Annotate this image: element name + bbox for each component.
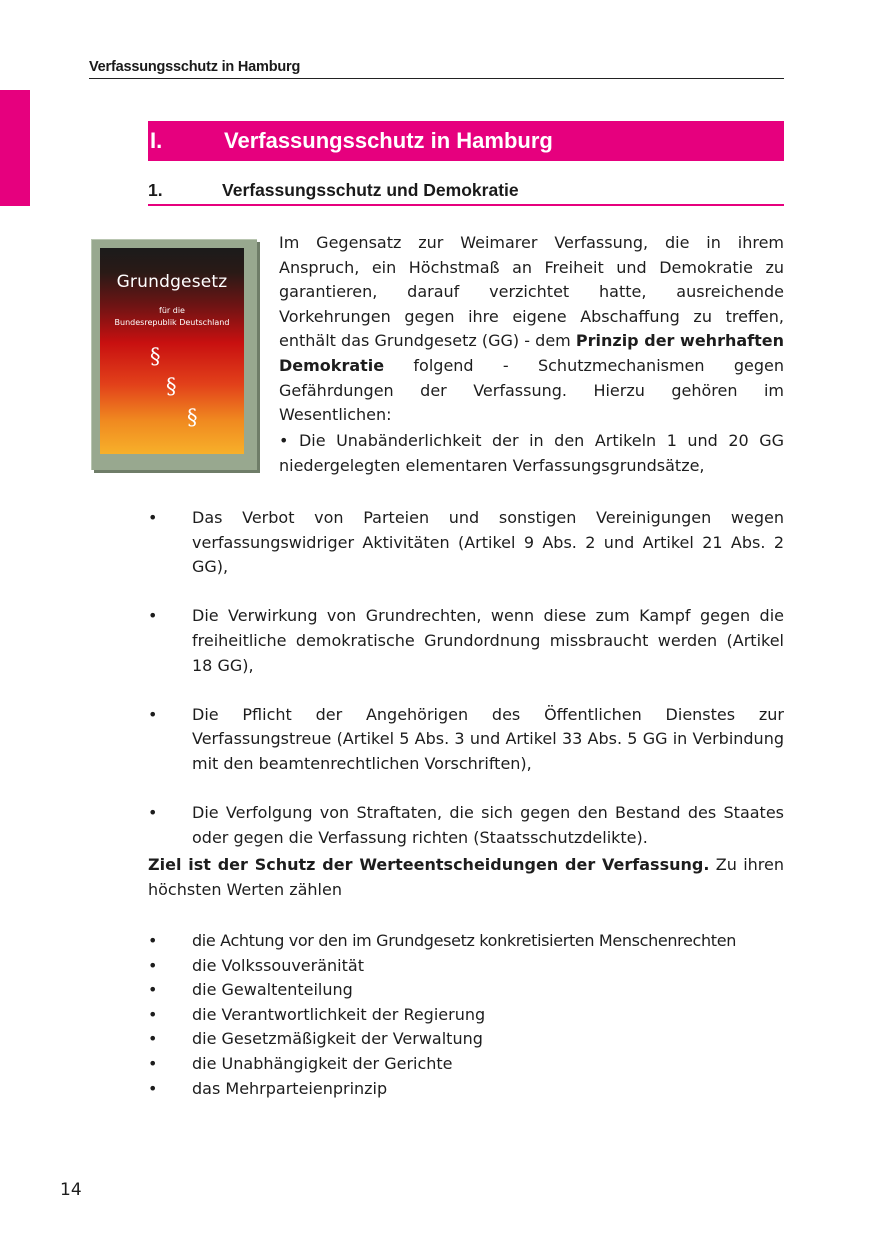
list-item-text: die Verantwortlichkeit der Regierung [192,1004,486,1024]
paragraph-sign-icon: § [187,405,198,429]
bullet-icon: • [148,1053,158,1073]
highest-values-list [148,929,784,1101]
paragraph-sign-icon: § [150,344,161,368]
bullet-icon: • [148,1029,158,1049]
goal-paragraph [148,853,784,902]
list-item [148,1027,784,1052]
paragraph-sign-icon: § [166,374,177,398]
page-number: 14 [60,1180,82,1200]
chapter-number: I. [150,128,163,153]
first-protection-item [279,429,784,478]
list-item-text: die Gewaltenteilung [192,980,353,1000]
list-item [148,506,784,580]
bullet-icon: • [148,1004,158,1024]
list-item [148,954,784,979]
goal-text: Zu ihren höchsten Werten zählen [148,855,784,899]
list-item-text: die Achtung vor den im Grundgesetz konkretisierten Menschenrechten [192,931,736,950]
intro-paragraph [279,231,784,428]
list-item [148,978,784,1003]
first-protection-text: Die Unabänderlichkeit der in den Artikeln 1 und 20 GG niedergelegten elementaren Verfassungsgrundsätze, [279,431,784,475]
bullet-icon: • [148,1078,158,1098]
list-item-text: Die Pflicht der Angehörigen des Öffentlichen Dienstes zur Verfassungstreue (Artikel 5 Abs. 3 und Artikel 33 Abs. 5 GG in Verbindung mit den beamtenrechtlichen Vorschriften), [192,704,784,773]
intro-text-before: Im Gegensatz zur Weimarer Verfassung, die in ihrem Anspruch, ein Höchstmaß an Freiheit und Demokratie zu garantieren, darauf verzichtet hatte, ausreichende Vorkehrungen gegen ihre eigene Abschaffung zu treffen, enthält das Grundgesetz (GG) - dem [279,233,784,351]
list-item [148,929,784,954]
book-title: Grundgesetz [116,272,228,292]
list-item-text: die Unabhängigkeit der Gerichte [192,1053,453,1073]
list-item [148,1003,784,1028]
bullet-icon: • [148,931,158,950]
chapter-heading [148,121,784,161]
list-item [148,604,784,678]
section-number: 1. [148,180,163,200]
bullet-icon: • [148,980,158,1000]
intro-text-after: folgend - Schutzmechanismen gegen Gefährdungen der Verfassung. Hierzu gehören im Wesentlichen: [279,355,784,425]
chapter-side-tab [0,90,30,206]
intro-bold-principle: Prinzip der wehrhaften Demokratie [279,331,785,375]
bullet-icon: • [148,606,158,626]
running-header: Verfassungsschutz in Hamburg [89,59,784,79]
protection-mechanisms-list [148,506,784,875]
bullet-icon: • [148,508,158,527]
book-subtitle [100,305,244,329]
section-heading [148,180,784,206]
grundgesetz-book-image [91,239,257,470]
list-item [148,703,784,777]
bullet-icon: • [148,803,158,823]
list-item-text: Das Verbot von Parteien und sonstigen Vereinigungen wegen verfassungswidriger Aktivitäten (Artikel 9 Abs. 2 und Artikel 21 Abs. 2 GG), [192,508,784,577]
list-item-text: die Gesetzmäßigkeit der Verwaltung [192,1029,483,1049]
list-item [148,1077,784,1102]
book-subtitle-line1: für die [159,306,185,315]
book-cover [100,248,244,454]
list-item-text: Die Verfolgung von Straftaten, die sich gegen den Bestand des Staates oder gegen die Verfassung richten (Staatsschutzdelikte). [192,803,784,847]
book-subtitle-line2: Bundesrepublik Deutschland [114,318,230,327]
goal-bold: Ziel ist der Schutz der Werteentscheidungen der Verfassung. [148,855,710,874]
list-item [148,1052,784,1077]
section-title: Verfassungsschutz und Demokratie [222,180,519,200]
bullet-icon: • [148,955,158,975]
bullet-icon: • [148,704,158,724]
list-item-text: Die Verwirkung von Grundrechten, wenn diese zum Kampf gegen die freiheitliche demokratische Grundordnung missbraucht werden (Artikel 18 GG), [192,606,784,675]
chapter-title: Verfassungsschutz in Hamburg [224,128,553,153]
list-item-text: die Volkssouveränität [192,955,364,975]
bullet-icon: • [279,431,289,450]
list-item [148,801,784,850]
list-item-text: das Mehrparteienprinzip [192,1078,388,1098]
